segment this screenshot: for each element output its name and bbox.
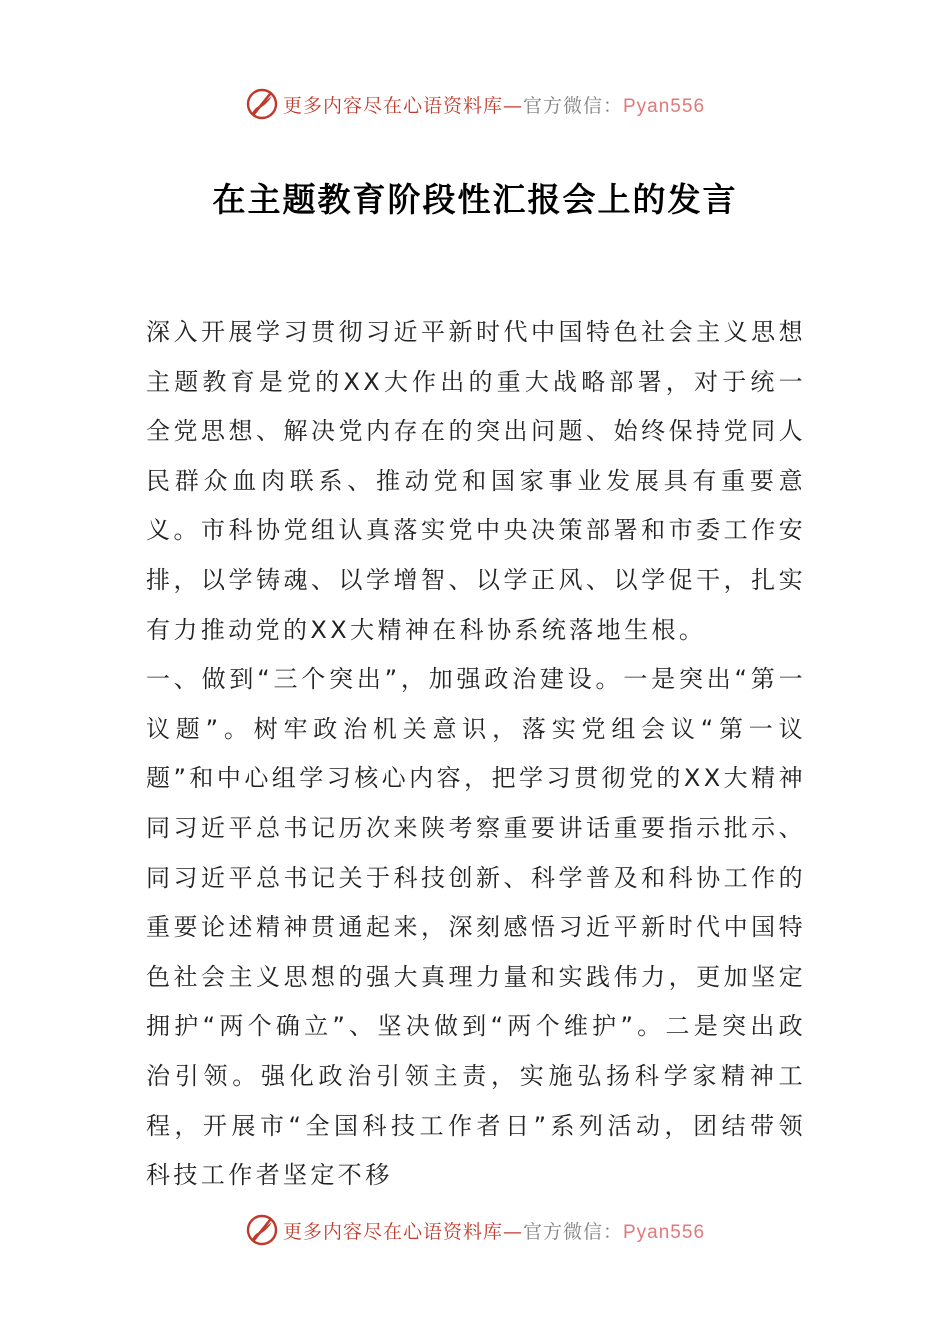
footer-banner bbox=[0, 1210, 950, 1250]
quill-logo-icon bbox=[245, 1213, 279, 1247]
footer-banner-handle: Pyan556 bbox=[623, 1221, 706, 1243]
footer-banner-text bbox=[283, 1217, 705, 1244]
document-body bbox=[146, 308, 806, 1201]
body-paragraph-2: 一、做到“三个突出”，加强政治建设。一是突出“第一议题”。树牢政治机关意识，落实党组会议“第一议题”和中心组学习核心内容，把学习贯彻党的XX大精神同习近平总书记历次来陕考察重要讲话重要指示批示、同习近平总书记关于科技创新、科学普及和科协工作的重要论述精神贯通起来，深刻感悟习近平新时代中国特色社会主义思想的强大真理力量和实践伟力，更加坚定拥护“两个确立”、坚决做到“两个维护”。二是突出政治引领。强化政治引领主责，实施弘扬科学家精神工程，开展市“全国科技工作者日”系列活动，团结带领科技工作者坚定不移 bbox=[146, 665, 806, 1190]
quill-logo-icon bbox=[245, 87, 279, 121]
header-banner-wechat-label: 官方微信： bbox=[522, 94, 623, 117]
body-paragraph-1: 深入开展学习贯彻习近平新时代中国特色社会主义思想主题教育是党的XX大作出的重大战略部署，对于统一全党思想、解决党内存在的突出问题、始终保持党同人民群众血肉联系、推动党和国家事业发展具有重要意义。市科协党组认真落实党中央决策部署和市委工作安排，以学铸魂、以学增智、以学正风、以学促干，扎实有力推动党的XX大精神在科协系统落地生根。 bbox=[146, 318, 806, 644]
document-title: 在主题教育阶段性汇报会上的发言 bbox=[212, 180, 738, 219]
footer-banner-wechat-label: 官方微信： bbox=[522, 1220, 623, 1243]
footer-banner-site: 更多内容尽在心语资料库 bbox=[282, 1220, 503, 1243]
header-banner-dash: — bbox=[502, 94, 523, 117]
header-banner bbox=[0, 84, 950, 124]
footer-banner-dash: — bbox=[502, 1220, 523, 1243]
header-banner-handle: Pyan556 bbox=[623, 95, 706, 117]
header-banner-text bbox=[283, 91, 705, 118]
header-banner-site: 更多内容尽在心语资料库 bbox=[282, 94, 503, 117]
